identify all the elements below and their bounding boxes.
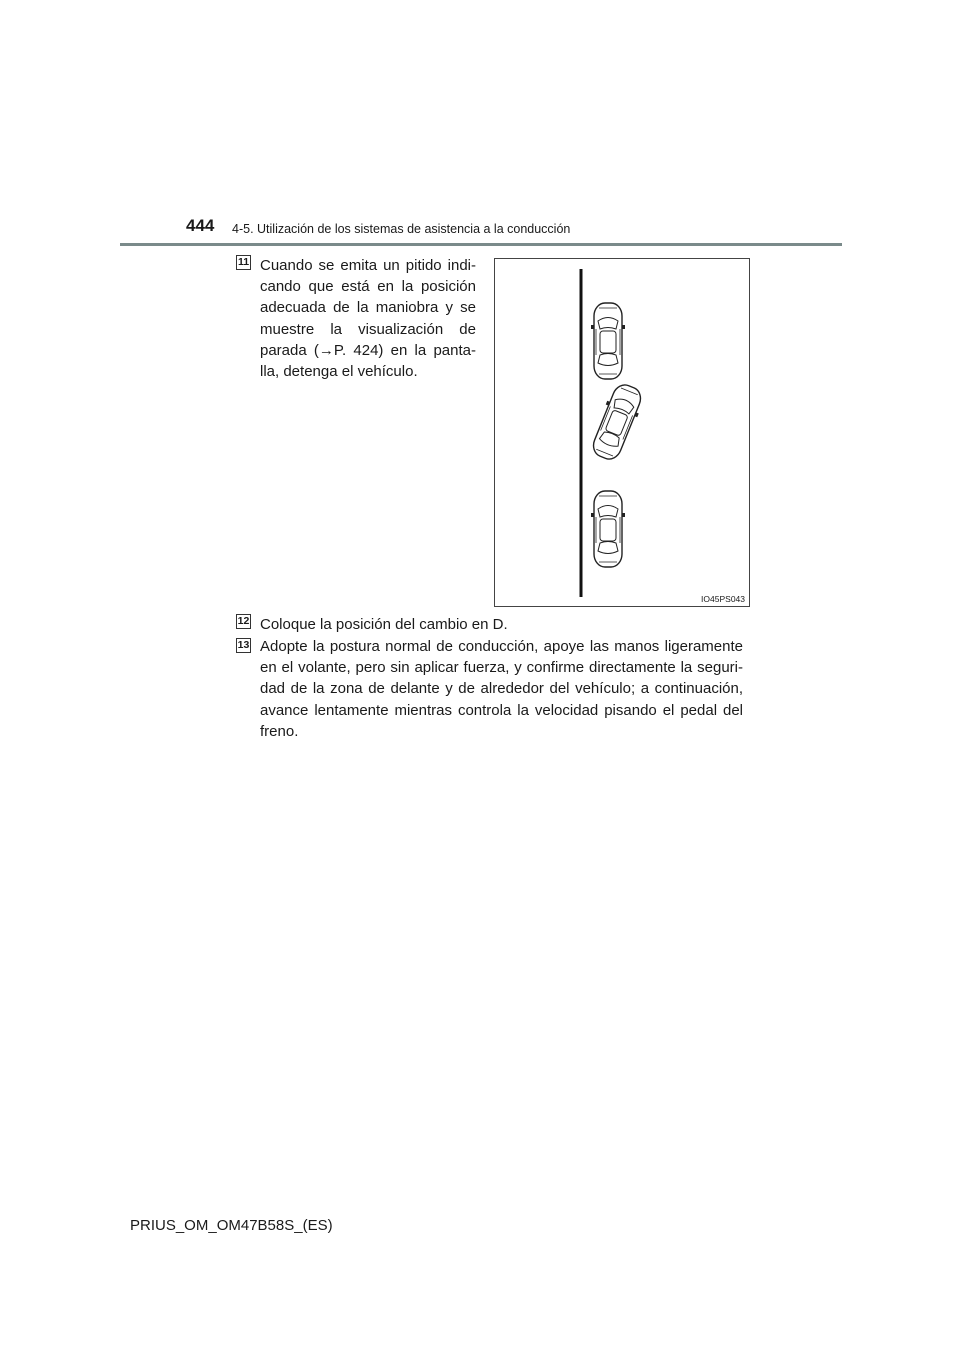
step-12-text: Coloque la posición del cambio en D. xyxy=(260,616,508,633)
car-middle-angled xyxy=(587,380,647,463)
document-id: PRIUS_OM_OM47B58S_(ES) xyxy=(130,1217,333,1234)
step-badge-12: 12 xyxy=(237,615,250,627)
header-rule xyxy=(120,243,842,246)
car-top xyxy=(591,303,625,379)
parking-maneuver-figure xyxy=(494,258,750,607)
step-badge-13: 13 xyxy=(237,639,250,651)
parking-diagram xyxy=(495,259,749,606)
step-13-text: Adopte la postura normal de conducción, apoye las manos ligeramente en el volante, pero sin aplicar fuerza, y confirme directamente la seguri-dad de la zona de delante y de alrededor del vehículo; a continuación, avance lentamente mientras controla la velocidad pisando el pedal del freno. xyxy=(260,638,743,740)
page-number: 444 xyxy=(186,216,215,235)
figure-code: IO45PS043 xyxy=(701,594,745,604)
step-badge-11: 11 xyxy=(237,256,250,268)
step-11-text: Cuando se emita un pitido indi-cando que está en la posición adecuada de la maniobra y se muestre la visualización de parada (→P. 424) en la panta-lla, detenga el vehículo. xyxy=(260,257,476,381)
chapter-title: 4-5. Utilización de los sistemas de asistencia a la conducción xyxy=(232,222,571,236)
car-bottom xyxy=(591,491,625,567)
